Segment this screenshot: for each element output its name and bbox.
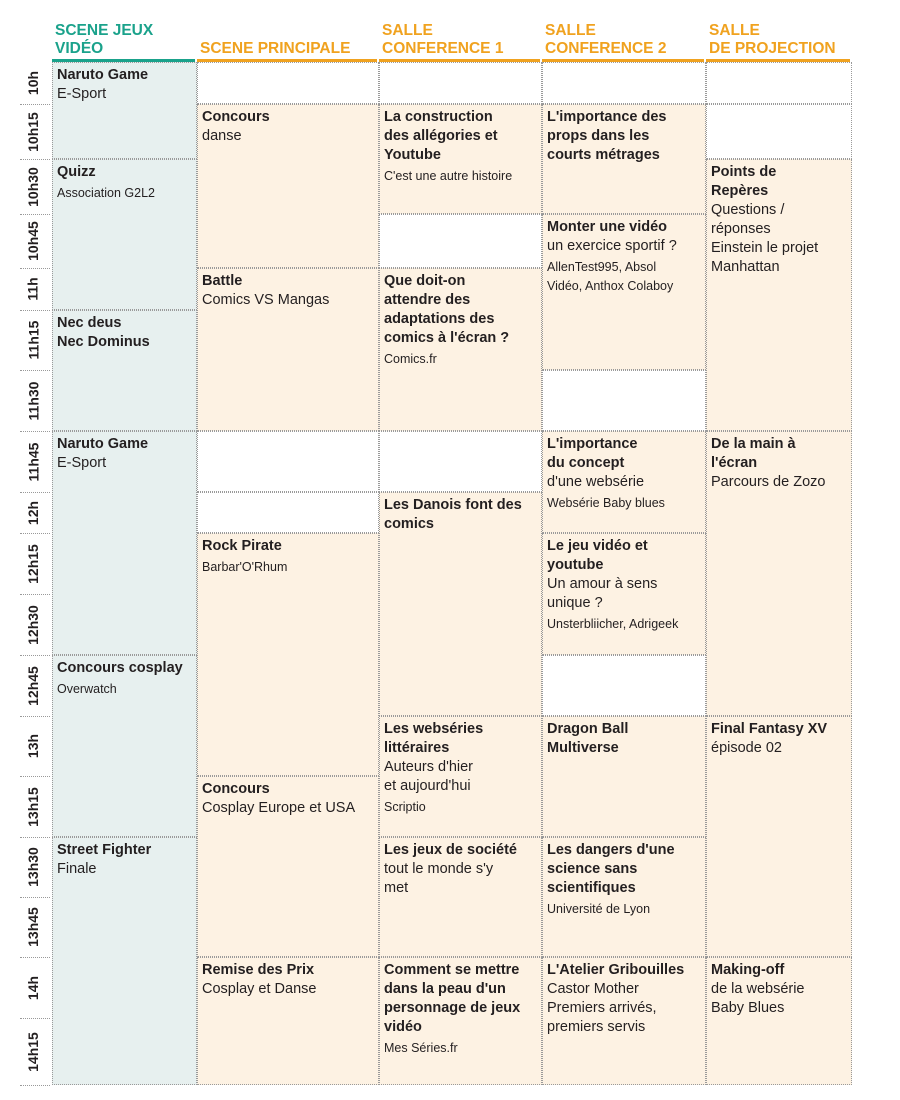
time-label-text: 12h30: [25, 604, 42, 645]
event-title: De la main à l'écran: [711, 436, 796, 471]
event-cell: [379, 716, 542, 837]
event-title: Making-off: [711, 962, 785, 978]
time-label-text: 10h15: [25, 111, 42, 152]
event-cell: [542, 957, 706, 1085]
event-organizer: Comics.fr: [384, 352, 437, 366]
time-label: [18, 594, 48, 655]
column-header-line1: SALLE: [709, 22, 760, 39]
empty-slot: [379, 431, 542, 492]
column-header-0: [55, 20, 196, 58]
time-label-text: 14h15: [25, 1031, 42, 1072]
event-title: Concours: [202, 781, 270, 797]
event-subtitle: Questions / réponses Einstein le projet Manhattan: [711, 202, 819, 275]
empty-slot: [197, 431, 379, 492]
event-cell: [706, 716, 852, 957]
event-cell: [542, 837, 706, 957]
time-label: [18, 431, 48, 492]
event-title: L'importance du concept: [547, 436, 638, 471]
event-title: L'Atelier Gribouilles: [547, 962, 685, 978]
event-subtitle: Un amour à sens unique ?: [547, 576, 658, 611]
time-label-text: 13h: [25, 733, 41, 759]
time-label-text: 12h45: [25, 665, 42, 706]
event-cell: [52, 159, 197, 310]
event-organizer: Scriptio: [384, 800, 426, 814]
time-label: [18, 214, 48, 268]
event-title: Les Danois font des comics: [384, 497, 522, 532]
event-subtitle: danse: [202, 128, 242, 144]
column-header-line1: SCENE JEUX: [55, 22, 154, 39]
event-cell: [197, 957, 379, 1085]
event-organizer: Barbar'O'Rhum: [202, 560, 288, 574]
event-cell: [542, 104, 706, 214]
event-title: Final Fantasy XV: [711, 721, 828, 737]
event-title: Points de Repères: [711, 164, 777, 199]
empty-slot: [379, 62, 542, 104]
event-subtitle: E-Sport: [57, 455, 107, 471]
event-cell: [197, 776, 379, 957]
time-label: [18, 310, 48, 370]
event-title: Les jeux de société: [384, 842, 517, 858]
event-title: Le jeu vidéo et youtube: [547, 538, 648, 573]
event-cell: [52, 655, 197, 837]
event-cell: [197, 533, 379, 776]
time-label: [18, 492, 48, 533]
event-title: Battle: [202, 273, 243, 289]
time-label-text: 13h45: [25, 907, 42, 947]
time-label: [18, 159, 48, 214]
event-cell: [542, 533, 706, 655]
time-label-text: 14h: [25, 975, 41, 1000]
column-header-text: [200, 40, 350, 58]
event-title: Quizz: [57, 164, 96, 180]
event-cell: [52, 837, 197, 1085]
column-header-1: [200, 20, 378, 58]
event-cell: [52, 310, 197, 431]
event-cell: [197, 104, 379, 268]
time-label: [18, 104, 48, 159]
event-title: Nec deus Nec Dominus: [57, 315, 150, 350]
empty-slot: [706, 62, 852, 104]
time-label-text: 11h15: [25, 320, 41, 360]
event-subtitle: Cosplay Europe et USA: [202, 800, 356, 816]
time-label-text: 13h15: [25, 786, 42, 827]
time-label-text: 11h: [24, 277, 41, 301]
time-label: [18, 533, 48, 594]
empty-slot: [197, 492, 379, 533]
empty-slot: [542, 370, 706, 431]
event-subtitle: Cosplay et Danse: [202, 981, 317, 997]
event-title: Concours cosplay: [57, 660, 183, 676]
empty-slot: [379, 214, 542, 268]
column-header-3: [545, 20, 705, 58]
event-title: Remise des Prix: [202, 962, 315, 978]
time-label-text: 10h30: [25, 166, 42, 207]
event-organizer: C'est une autre histoire: [384, 169, 513, 183]
event-title: Naruto Game: [57, 436, 149, 452]
column-header-text: [545, 22, 666, 58]
time-label: [18, 1018, 48, 1085]
event-organizer: Université de Lyon: [547, 902, 651, 916]
event-organizer: Overwatch: [57, 682, 117, 696]
time-label: [18, 268, 48, 310]
event-title: Street Fighter: [57, 842, 152, 858]
event-subtitle: tout le monde s'y met: [384, 861, 494, 896]
event-cell: [706, 159, 852, 431]
time-label-text: 11h30: [25, 381, 41, 420]
column-header-line2: VIDÉO: [55, 40, 104, 57]
event-organizer: Mes Séries.fr: [384, 1041, 458, 1055]
event-title: La construction des allégories et Youtube: [384, 109, 498, 163]
time-label: [18, 370, 48, 431]
time-label-text: 10h: [25, 70, 41, 96]
event-title: Monter une vidéo: [547, 219, 668, 235]
event-cell: [197, 268, 379, 431]
empty-slot: [542, 655, 706, 716]
time-label: [18, 62, 48, 104]
event-subtitle: Castor Mother Premiers arrivés, premiers servis: [547, 981, 657, 1035]
event-subtitle: d'une websérie: [547, 474, 645, 490]
event-cell: [379, 268, 542, 431]
event-subtitle: Finale: [57, 861, 97, 877]
event-subtitle: un exercice sportif ?: [547, 238, 677, 254]
event-subtitle: de la websérie Baby Blues: [711, 981, 805, 1016]
empty-slot: [197, 62, 379, 104]
event-cell: [379, 837, 542, 957]
event-title: Dragon Ball Multiverse: [547, 721, 629, 756]
event-cell: [52, 62, 197, 159]
column-header-line1: SALLE: [545, 22, 596, 39]
column-header-line2: CONFERENCE 2: [545, 40, 667, 57]
event-subtitle: Parcours de Zozo: [711, 474, 826, 490]
time-label-text: 13h30: [25, 847, 42, 887]
event-cell: [379, 492, 542, 716]
time-label: [18, 957, 48, 1018]
time-label-text: 11h45: [25, 442, 41, 481]
empty-slot: [706, 104, 852, 159]
event-title: Que doit-on attendre des adaptations des comics à l'écran ?: [384, 273, 510, 346]
column-header-text: [55, 22, 153, 58]
event-organizer: Websérie Baby blues: [547, 496, 665, 510]
event-cell: [379, 104, 542, 214]
event-title: Concours: [202, 109, 270, 125]
time-label-text: 10h45: [25, 221, 42, 261]
time-label: [18, 716, 48, 776]
event-organizer: Association G2L2: [57, 186, 155, 200]
column-header-line2: DE PROJECTION: [709, 40, 836, 57]
event-cell: [542, 431, 706, 533]
event-title: Les webséries littéraires: [384, 721, 484, 756]
event-cell: [706, 957, 852, 1085]
event-title: Rock Pirate: [202, 538, 282, 554]
time-divider: [20, 1085, 50, 1086]
event-title: Naruto Game: [57, 67, 149, 83]
column-header-4: [709, 20, 851, 58]
time-label: [18, 837, 48, 897]
column-header-text: [382, 22, 503, 58]
event-title: L'importance des props dans les courts métrages: [547, 109, 667, 163]
event-organizer: Unsterbliicher, Adrigeek: [547, 617, 679, 631]
event-subtitle: Auteurs d'hier et aujourd'hui: [384, 759, 474, 794]
time-label-text: 12h15: [25, 543, 42, 584]
time-label: [18, 776, 48, 837]
event-subtitle: épisode 02: [711, 740, 782, 756]
time-label: [18, 897, 48, 957]
column-header-line2: CONFERENCE 1: [382, 40, 504, 57]
event-cell: [542, 716, 706, 837]
column-header-line1: SALLE: [382, 22, 433, 39]
event-subtitle: E-Sport: [57, 86, 107, 102]
event-title: Comment se mettre dans la peau d'un personnage de jeux vidéo: [384, 962, 521, 1035]
event-organizer: AllenTest995, Absol Vidéo, Anthox Colaboy: [547, 260, 674, 293]
event-cell: [52, 431, 197, 655]
event-title: Les dangers d'une science sans scientifiques: [547, 842, 675, 896]
event-subtitle: Comics VS Mangas: [202, 292, 330, 308]
event-cell: [542, 214, 706, 370]
empty-slot: [542, 62, 706, 104]
column-header-2: [382, 20, 541, 58]
column-header-line2: SCENE PRINCIPALE: [200, 40, 351, 57]
event-cell: [379, 957, 542, 1085]
time-label: [18, 655, 48, 716]
event-cell: [706, 431, 852, 716]
time-label-text: 12h: [25, 500, 41, 525]
column-header-text: [709, 22, 836, 58]
